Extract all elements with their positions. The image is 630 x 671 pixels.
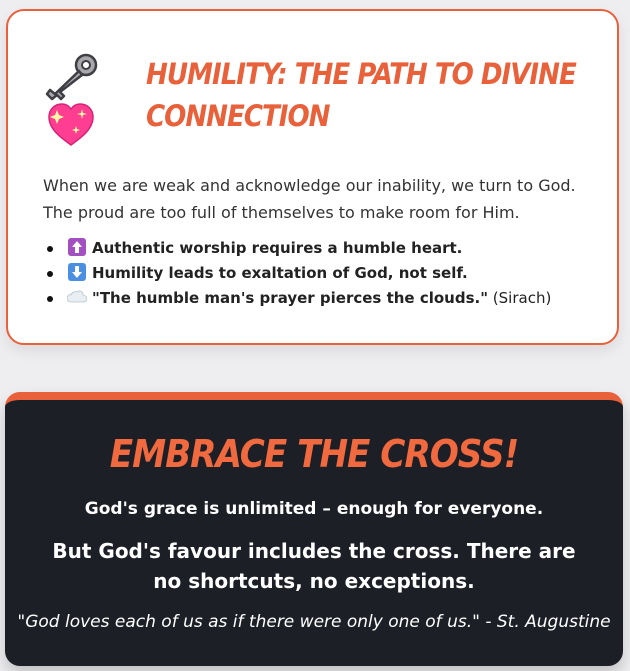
old-key-icon [42,51,102,103]
grace-statement: God's grace is unlimited – enough for everyone. [84,499,544,519]
humility-card-body: When we are weak and acknowledge our inability, we turn to God. The proud are too full of themselves to make room for Him. [43,176,576,222]
sparkling-heart-icon [44,99,98,149]
humility-bullet-list [43,236,603,311]
bullet-item-prayer [43,286,603,311]
humility-card [6,9,619,345]
up-arrow-icon [67,238,87,256]
augustine-quote: "God loves each of us as if there were only one of us." - St. Augustine [17,612,611,632]
bullet-text: Authentic worship requires a humble heart. [92,239,463,257]
favour-statement: But God's favour includes the cross. There are no shortcuts, no exceptions. [52,539,576,593]
humility-card-title: HUMILITY: THE PATH TO DIVINE CONNECTION [146,57,576,133]
bullet-item-exaltation [43,261,603,286]
bullet-text: Humility leads to exaltation of God, not self. [92,264,468,282]
cloud-icon [67,288,87,306]
bullet-item-worship [43,236,603,261]
bullet-quote: "The humble man's prayer pierces the clouds." [92,289,489,307]
bullet-source: (Sirach) [488,289,552,307]
embrace-cross-card [5,392,623,666]
card-icons [42,51,102,161]
embrace-cross-title: EMBRACE THE CROSS! [109,432,519,476]
down-arrow-icon [67,263,87,281]
